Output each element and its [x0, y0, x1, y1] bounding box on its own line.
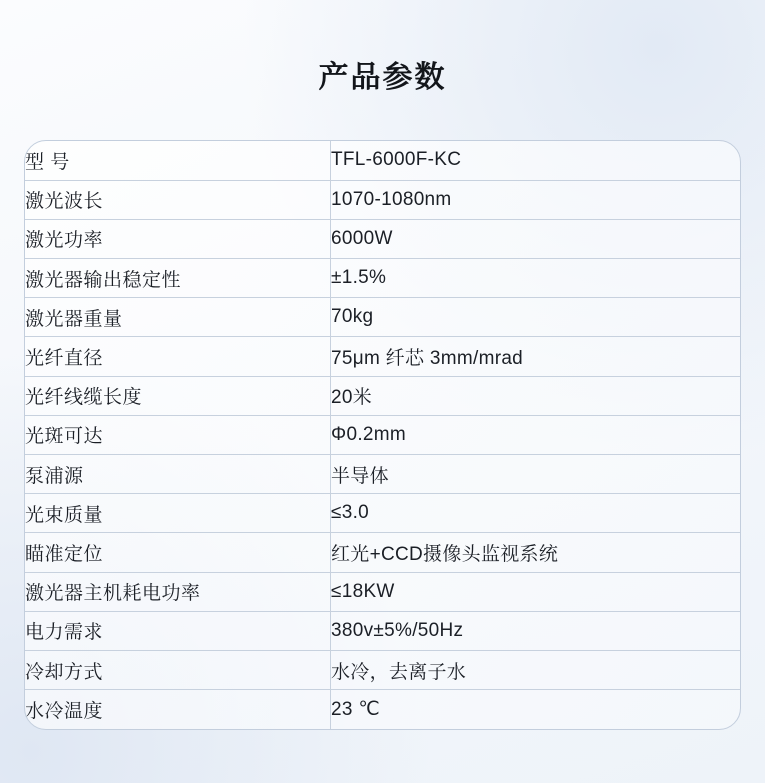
spec-label: 冷却方式	[25, 650, 331, 689]
spec-value: 6000W	[331, 219, 741, 258]
table-row	[25, 180, 740, 219]
page-title: 产品参数	[318, 61, 447, 94]
table-row	[25, 650, 740, 689]
spec-label: 光纤直径	[25, 337, 331, 376]
spec-value: ±1.5%	[331, 259, 741, 298]
table-row	[25, 141, 740, 180]
table-row	[25, 533, 740, 572]
spec-label: 激光波长	[25, 180, 331, 219]
table-row	[25, 376, 740, 415]
spec-value: 红光+CCD摄像头监视系统	[331, 533, 741, 572]
spec-value: TFL-6000F-KC	[331, 141, 741, 180]
table-row	[25, 337, 740, 376]
spec-value: 半导体	[331, 455, 741, 494]
spec-label: 型 号	[25, 141, 331, 180]
spec-label: 激光器重量	[25, 298, 331, 337]
spec-label: 光束质量	[25, 494, 331, 533]
spec-label: 泵浦源	[25, 455, 331, 494]
table-row	[25, 572, 740, 611]
table-row	[25, 259, 740, 298]
spec-value: 380v±5%/50Hz	[331, 611, 741, 650]
spec-label: 激光功率	[25, 219, 331, 258]
table-row	[25, 611, 740, 650]
spec-label: 电力需求	[25, 611, 331, 650]
spec-value: 1070-1080nm	[331, 180, 741, 219]
table-row	[25, 690, 740, 729]
spec-value: 20米	[331, 376, 741, 415]
spec-label: 激光器输出稳定性	[25, 259, 331, 298]
spec-value: ≤18KW	[331, 572, 741, 611]
specification-table-body	[25, 141, 740, 729]
spec-value: 水冷，去离子水	[331, 650, 741, 689]
table-row	[25, 494, 740, 533]
spec-label: 瞄准定位	[25, 533, 331, 572]
spec-value: Φ0.2mm	[331, 415, 741, 454]
spec-label: 光斑可达	[25, 415, 331, 454]
table-row	[25, 298, 740, 337]
specification-table	[25, 141, 740, 729]
table-row	[25, 219, 740, 258]
spec-label: 光纤线缆长度	[25, 376, 331, 415]
table-row	[25, 415, 740, 454]
spec-value: ≤3.0	[331, 494, 741, 533]
spec-value: 23 ℃	[331, 699, 380, 721]
table-row	[25, 455, 740, 494]
spec-label: 激光器主机耗电功率	[25, 572, 331, 611]
specification-card	[24, 140, 741, 730]
spec-value: 70kg	[331, 298, 741, 337]
spec-label: 水冷温度	[25, 690, 331, 729]
spec-value: 75μm 纤芯 3mm/mrad	[331, 337, 741, 376]
